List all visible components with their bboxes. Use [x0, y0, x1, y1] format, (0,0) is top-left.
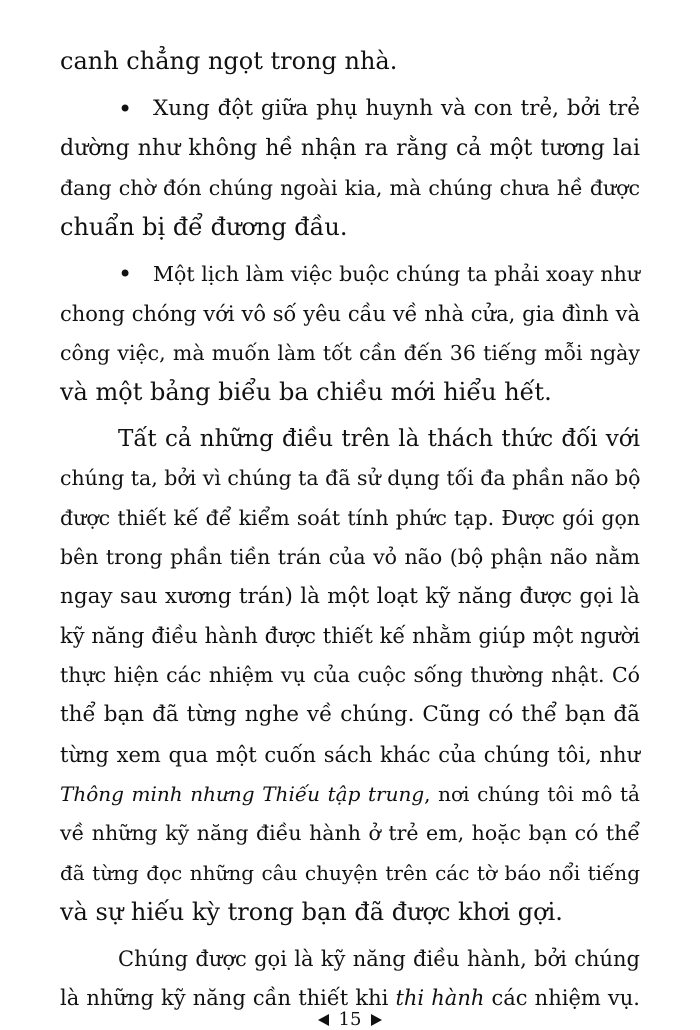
text-fragment: là những kỹ năng cần thiết khi: [60, 986, 396, 1010]
text-line: về những kỹ năng điều hành ở trẻ em, hoặc bạn có thể: [60, 821, 640, 845]
text-line: Xung đột giữa phụ huynh và con trẻ, bởi trẻ: [153, 96, 640, 121]
text-line: bên trong phần tiền trán của vỏ não (bộ phận não nằm: [60, 545, 640, 569]
page-number: 15: [338, 1009, 362, 1030]
text-line: ngay sau xương trán) là một loạt kỹ năng được gọi là: [60, 584, 640, 609]
text-fragment: , nơi chúng tôi mô tả: [424, 782, 640, 806]
text-line: công việc, mà muốn làm tốt cần đến 36 tiếng mỗi ngày: [60, 341, 640, 365]
text-line: dường như không hề nhận ra rằng cả một tương lai: [60, 136, 640, 161]
text-line: chong chóng với vô số yêu cầu về nhà cửa, gia đình và: [60, 302, 640, 326]
text-line: canh chẳng ngọt trong nhà.: [60, 47, 398, 75]
text-line: Một lịch làm việc buộc chúng ta phải xoay như: [153, 262, 640, 286]
text-line: [60, 779, 640, 809]
text-line: và một bảng biểu ba chiều mới hiểu hết.: [60, 378, 552, 406]
emphasis-text: thi hành: [395, 986, 485, 1010]
text-line: được thiết kế để kiểm soát tính phức tạp. Được gói gọn: [60, 506, 640, 530]
page-footer: [0, 1010, 700, 1030]
text-line: đang chờ đón chúng ngoài kia, mà chúng chưa hề được: [60, 176, 640, 200]
text-fragment: các nhiệm vụ.: [484, 986, 640, 1010]
bullet-point: •: [118, 95, 133, 123]
triangle-right-icon: [371, 1014, 382, 1026]
text-line: và sự hiếu kỳ trong bạn đã được khơi gợi.: [60, 898, 563, 926]
text-line: Chúng được gọi là kỹ năng điều hành, bởi chúng: [118, 947, 640, 971]
triangle-left-icon: [318, 1014, 329, 1026]
text-line: thực hiện các nhiệm vụ của cuộc sống thường nhật. Có: [60, 663, 640, 687]
book-title: Thông minh nhưng Thiếu tập trung: [60, 782, 425, 806]
bullet-point: •: [118, 260, 133, 288]
text-line: từng xem qua một cuốn sách khác của chúng tôi, như: [60, 743, 640, 767]
text-line: chúng ta, bởi vì chúng ta đã sử dụng tối đa phần não bộ: [60, 466, 641, 490]
text-line: Tất cả những điều trên là thách thức đối với: [118, 426, 640, 452]
text-line: chuẩn bị để đương đầu.: [60, 213, 348, 241]
text-line: thể bạn đã từng nghe về chúng. Cũng có thể bạn đã: [60, 702, 640, 727]
text-line: đã từng đọc những câu chuyện trên các tờ báo nổi tiếng: [60, 861, 640, 885]
text-line: kỹ năng điều hành được thiết kế nhằm giúp một người: [60, 624, 640, 648]
